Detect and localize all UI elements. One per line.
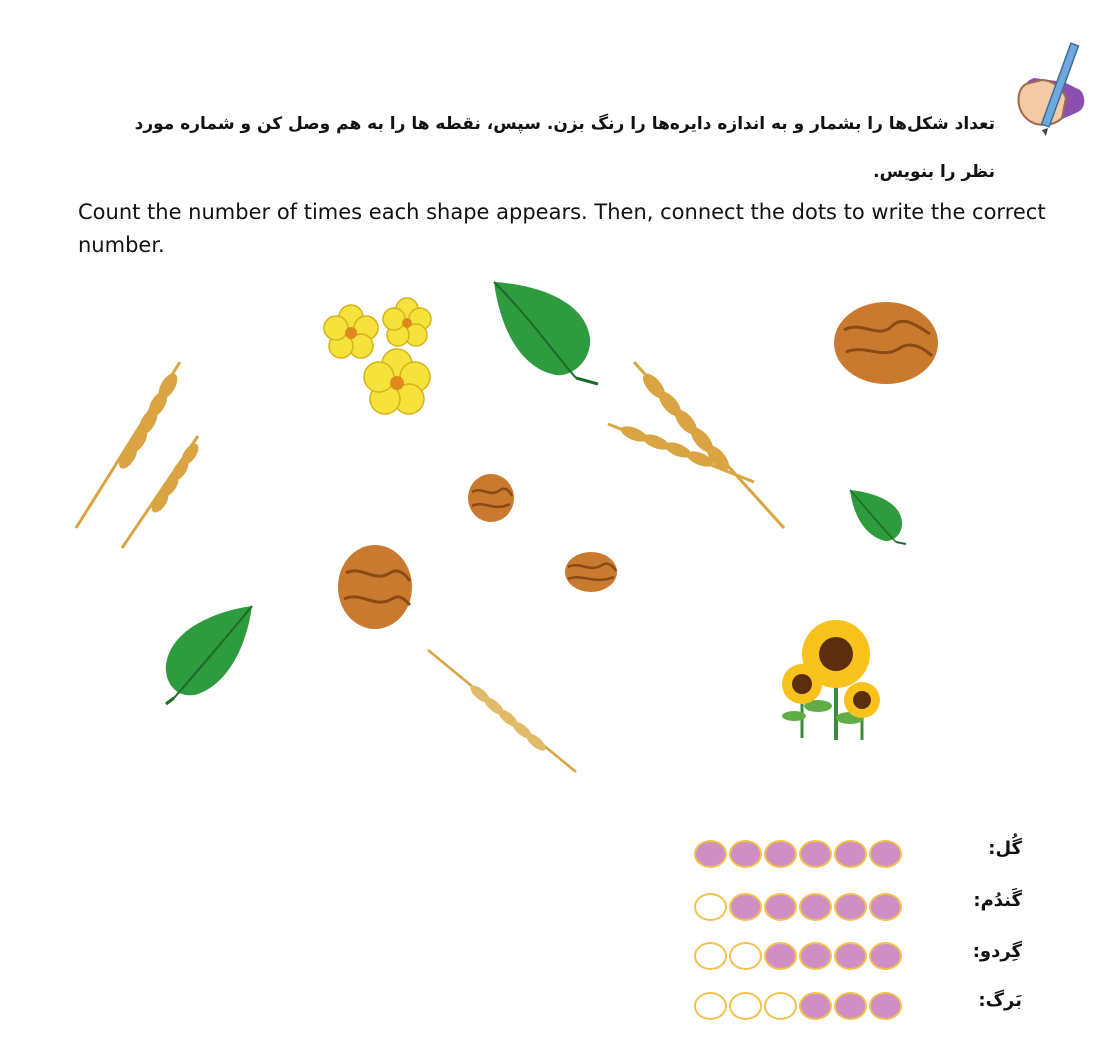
instruction-english: Count the number of times each shape appears. Then, connect the dots to write the correct number.: [78, 200, 1046, 257]
filled-circle[interactable]: [869, 992, 902, 1020]
empty-circle[interactable]: [694, 992, 727, 1020]
row-label: گِردو:: [972, 941, 1022, 962]
filled-circle[interactable]: [834, 992, 867, 1020]
walnut-image-large: [832, 300, 940, 386]
empty-circle[interactable]: [694, 893, 727, 921]
filled-circle[interactable]: [834, 942, 867, 970]
circle-row: [694, 942, 902, 970]
filled-circle[interactable]: [799, 893, 832, 921]
filled-circle[interactable]: [764, 942, 797, 970]
filled-circle[interactable]: [694, 840, 727, 868]
filled-circle[interactable]: [869, 840, 902, 868]
filled-circle[interactable]: [764, 893, 797, 921]
empty-circle[interactable]: [694, 942, 727, 970]
filled-circle[interactable]: [869, 893, 902, 921]
filled-circle[interactable]: [799, 992, 832, 1020]
row-label: گُل:: [988, 838, 1022, 859]
filled-circle[interactable]: [834, 840, 867, 868]
empty-circle[interactable]: [729, 992, 762, 1020]
walnut-image-small-2: [564, 551, 618, 593]
walnut-image-small-1: [466, 472, 516, 524]
row-label: بَرگ:: [978, 990, 1022, 1011]
leaf-image-small: [848, 488, 908, 546]
instruction-persian-line1: تعداد شکل‌ها را بشمار و به اندازه دایره‌ها را رنگ بزن. سپس، نقطه ها را به هم وصل کن و شماره مورد: [134, 114, 995, 134]
circle-row: [694, 840, 902, 868]
flower-cluster-image: [315, 295, 445, 425]
leaf-image-large: [490, 278, 600, 386]
empty-circle[interactable]: [764, 992, 797, 1020]
circle-row: [694, 992, 902, 1020]
sunflower-image: [778, 618, 886, 742]
hand-pencil-icon: [1012, 38, 1092, 138]
circle-row: [694, 893, 902, 921]
filled-circle[interactable]: [799, 840, 832, 868]
filled-circle[interactable]: [729, 893, 762, 921]
wheat-image-pair-left: [72, 352, 202, 552]
wheat-image-pair-right: [604, 352, 789, 532]
walnut-image-medium: [336, 543, 414, 631]
filled-circle[interactable]: [834, 893, 867, 921]
empty-circle[interactable]: [729, 942, 762, 970]
wheat-image-single: [424, 646, 579, 774]
filled-circle[interactable]: [764, 840, 797, 868]
filled-circle[interactable]: [729, 840, 762, 868]
leaf-image-medium: [162, 604, 256, 704]
row-label: گَندُم:: [973, 890, 1022, 911]
instruction-persian-line2: نظر را بنویس.: [873, 162, 995, 182]
filled-circle[interactable]: [869, 942, 902, 970]
filled-circle[interactable]: [799, 942, 832, 970]
